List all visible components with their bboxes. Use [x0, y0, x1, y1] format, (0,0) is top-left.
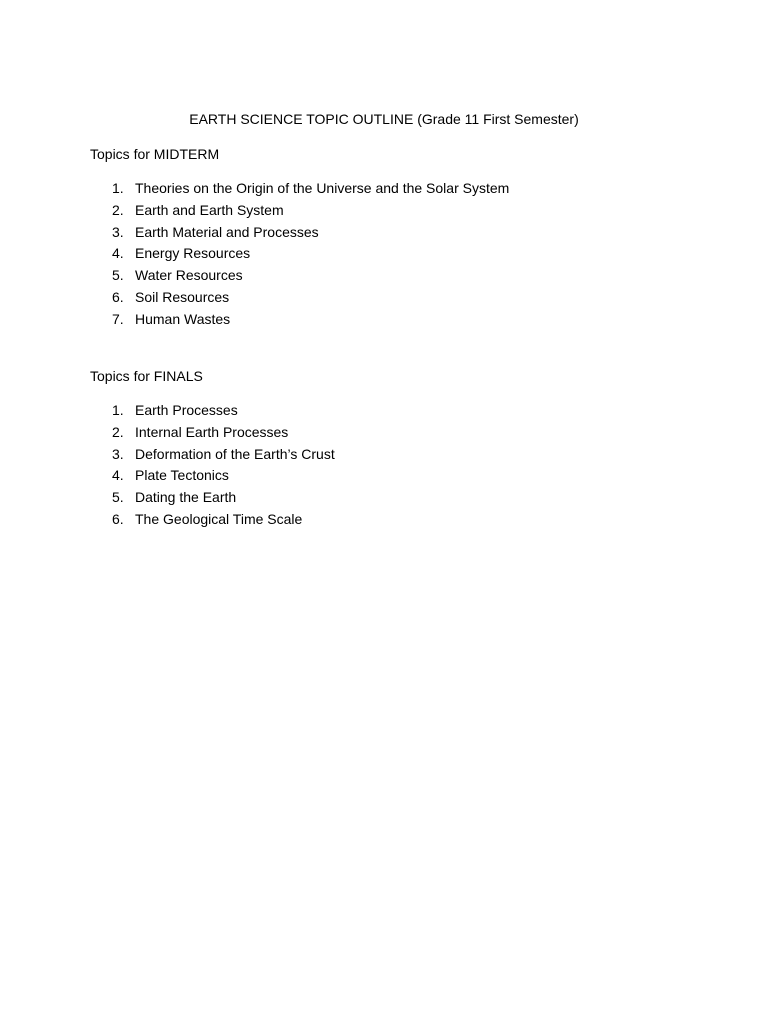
item-number: 4.	[112, 467, 124, 484]
item-text: Deformation of the Earth’s Crust	[135, 445, 335, 462]
item-text: Dating the Earth	[135, 489, 237, 506]
item-number: 1.	[112, 402, 124, 418]
item-number: 1.	[112, 180, 124, 196]
finals-heading: Topics for FINALS	[90, 368, 203, 384]
item-text: Human Wastes	[135, 310, 231, 327]
item-text: Earth and Earth System	[135, 201, 284, 218]
item-number: 5.	[112, 489, 124, 506]
item-text: Water Resources	[135, 267, 243, 284]
item-number: 4.	[112, 245, 124, 262]
item-text: Internal Earth Processes	[135, 423, 289, 440]
item-number: 5.	[112, 267, 124, 284]
item-number: 7.	[112, 310, 124, 327]
item-text: Energy Resources	[135, 245, 251, 262]
midterm-heading: Topics for MIDTERM	[90, 146, 220, 162]
item-number: 2.	[112, 423, 124, 440]
document-title: EARTH SCIENCE TOPIC OUTLINE (Grade 11 First Semester)	[189, 111, 579, 127]
item-text: Earth Material and Processes	[135, 223, 319, 240]
item-text: Soil Resources	[135, 288, 230, 305]
item-number: 2.	[112, 201, 124, 218]
item-text: The Geological Time Scale	[135, 510, 303, 527]
item-text: Theories on the Origin of the Universe and the Solar System	[135, 180, 510, 196]
item-number: 3.	[112, 445, 124, 462]
item-text: Plate Tectonics	[135, 467, 229, 484]
item-text: Earth Processes	[135, 402, 238, 418]
item-number: 6.	[112, 510, 124, 527]
item-number: 3.	[112, 223, 124, 240]
item-number: 6.	[112, 288, 124, 305]
